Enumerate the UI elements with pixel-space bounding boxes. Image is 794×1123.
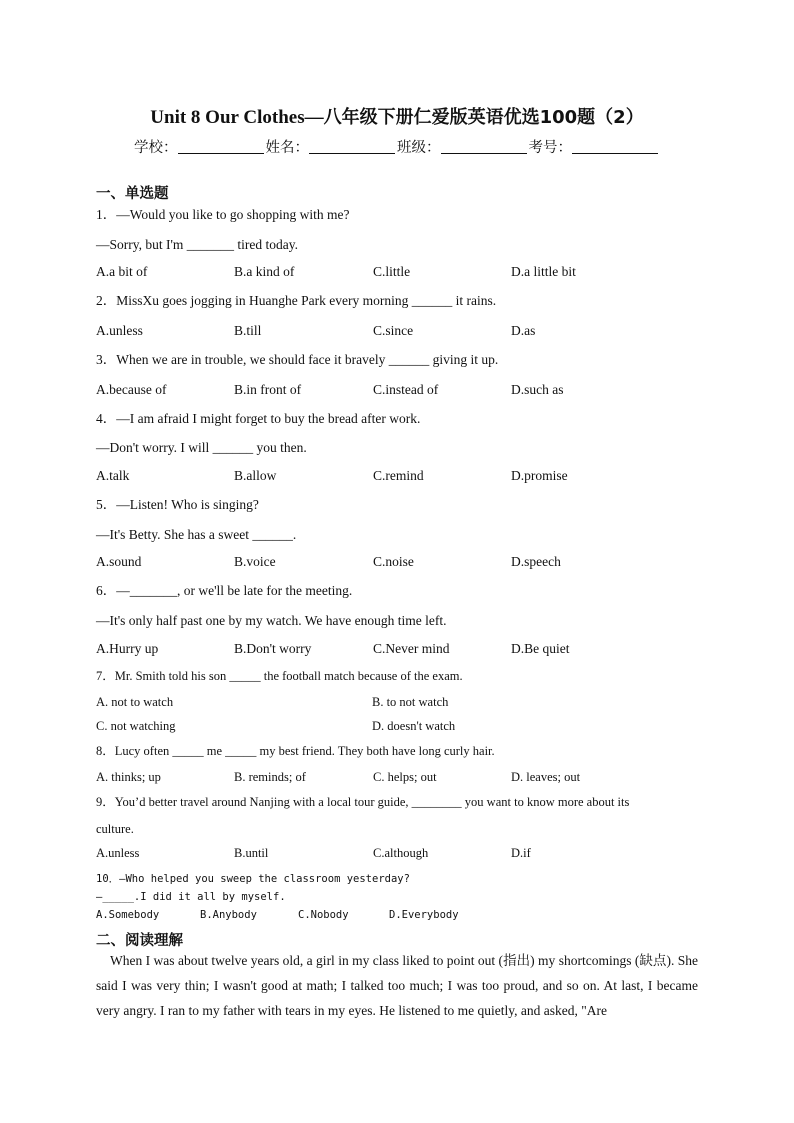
name-blank[interactable] [309, 139, 395, 154]
section-heading-single-choice: 一、单选题 [96, 186, 169, 202]
question-7-line-1: 7．Mr. Smith told his son _____ the football match because of the exam. [96, 669, 463, 683]
question-2-line-1: 2．MissXu goes jogging in Huanghe Park every morning ______ it rains. [96, 293, 497, 308]
question-9-line-1: 9．You’d better travel around Nanjing with a local tour guide, ________ you want to know more about its [96, 795, 630, 809]
question-8-option-c[interactable]: C. helps; out [373, 770, 437, 784]
question-1-option-a[interactable]: A.a bit of [96, 264, 148, 279]
question-9-option-d[interactable]: D.if [511, 846, 531, 860]
question-1-line-1: 1．—Would you like to go shopping with me? [96, 207, 350, 222]
question-7-option-d[interactable]: D. doesn't watch [372, 719, 456, 733]
question-4-line-1: 4．—I am afraid I might forget to buy the bread after work. [96, 411, 421, 426]
question-10-line-1: 10．—Who helped you sweep the classroom yesterday? [96, 873, 410, 885]
question-4-option-d[interactable]: D.promise [511, 468, 568, 483]
question-5-line-2: —It's Betty. She has a sweet ______. [96, 527, 297, 542]
question-9-option-a[interactable]: A.unless [96, 846, 140, 860]
question-1-option-b[interactable]: B.a kind of [234, 264, 295, 279]
school-blank[interactable] [178, 139, 264, 154]
question-8-option-b[interactable]: B. reminds; of [234, 770, 306, 784]
school-label: 学校： [134, 140, 178, 156]
question-1-option-c[interactable]: C.little [373, 264, 411, 279]
question-6-line-1: 6．—_______, or we'll be late for the meeting. [96, 583, 353, 598]
question-10-option-b[interactable]: B.Anybody [200, 909, 257, 921]
question-4-option-b[interactable]: B.allow [234, 468, 277, 483]
question-9-option-c[interactable]: C.although [373, 846, 429, 860]
number-blank[interactable] [572, 139, 658, 154]
section-heading-reading: 二、阅读理解 [96, 933, 183, 949]
question-1-line-2: —Sorry, but I'm _______ tired today. [96, 237, 299, 252]
number-label: 考号： [528, 140, 572, 156]
question-2-option-b[interactable]: B.till [234, 323, 262, 338]
question-2-option-d[interactable]: D.as [511, 323, 536, 338]
question-5-option-d[interactable]: D.speech [511, 554, 561, 569]
name-label: 姓名： [265, 140, 309, 156]
question-10-option-a[interactable]: A.Somebody [96, 909, 160, 921]
student-info-line [0, 136, 794, 157]
question-5-option-a[interactable]: A.sound [96, 554, 142, 569]
question-8-line-1: 8．Lucy often _____ me _____ my best friend. They both have long curly hair. [96, 744, 495, 758]
question-3-option-a[interactable]: A.because of [96, 382, 167, 397]
question-10-option-c[interactable]: C.Nobody [298, 909, 349, 921]
question-7-option-b[interactable]: B. to not watch [372, 695, 449, 709]
question-10-line-2: —_____.I did it all by myself. [96, 891, 286, 903]
question-6-option-c[interactable]: C.Never mind [373, 641, 450, 656]
question-8-option-a[interactable]: A. thinks; up [96, 770, 161, 784]
question-5-option-b[interactable]: B.voice [234, 554, 276, 569]
question-3-line-1: 3．When we are in trouble, we should face it bravely ______ giving it up. [96, 352, 499, 367]
question-7-option-a[interactable]: A. not to watch [96, 695, 174, 709]
question-2-option-c[interactable]: C.since [373, 323, 414, 338]
question-6-option-d[interactable]: D.Be quiet [511, 641, 570, 656]
question-7-option-c[interactable]: C. not watching [96, 719, 176, 733]
question-3-option-b[interactable]: B.in front of [234, 382, 302, 397]
question-4-option-c[interactable]: C.remind [373, 468, 424, 483]
title-english: Unit 8 Our Clothes— [150, 107, 324, 128]
question-2-option-a[interactable]: A.unless [96, 323, 143, 338]
question-4-line-2: —Don't worry. I will ______ you then. [96, 440, 307, 455]
question-9-option-b[interactable]: B.until [234, 846, 269, 860]
class-blank[interactable] [441, 139, 527, 154]
question-4-option-a[interactable]: A.talk [96, 468, 130, 483]
question-5-line-1: 5．—Listen! Who is singing? [96, 497, 259, 512]
question-3-option-d[interactable]: D.such as [511, 382, 564, 397]
question-8-option-d[interactable]: D. leaves; out [511, 770, 581, 784]
page-title [0, 103, 794, 129]
reading-passage: When I was about twelve years old, a girl in my class liked to point out (指出) my shortcomings (缺点). She said I was very thin; I wasn't good at math; I talked too much; I was too proud, and so on. At last, I became very angry. I ran to my father with tears in my eyes. He listened to me quietly, and asked, "Are [96, 953, 698, 1018]
question-6-option-a[interactable]: A.Hurry up [96, 641, 159, 656]
question-6-option-b[interactable]: B.Don't worry [234, 641, 312, 656]
title-chinese: 八年级下册仁爱版英语优选100题（2） [323, 107, 644, 128]
question-10-option-d[interactable]: D.Everybody [389, 909, 459, 921]
question-9-line-2: culture. [96, 822, 134, 836]
question-1-option-d[interactable]: D.a little bit [511, 264, 576, 279]
class-label: 班级： [397, 140, 441, 156]
question-6-line-2: —It's only half past one by my watch. We have enough time left. [96, 613, 447, 628]
question-5-option-c[interactable]: C.noise [373, 554, 414, 569]
question-3-option-c[interactable]: C.instead of [373, 382, 439, 397]
